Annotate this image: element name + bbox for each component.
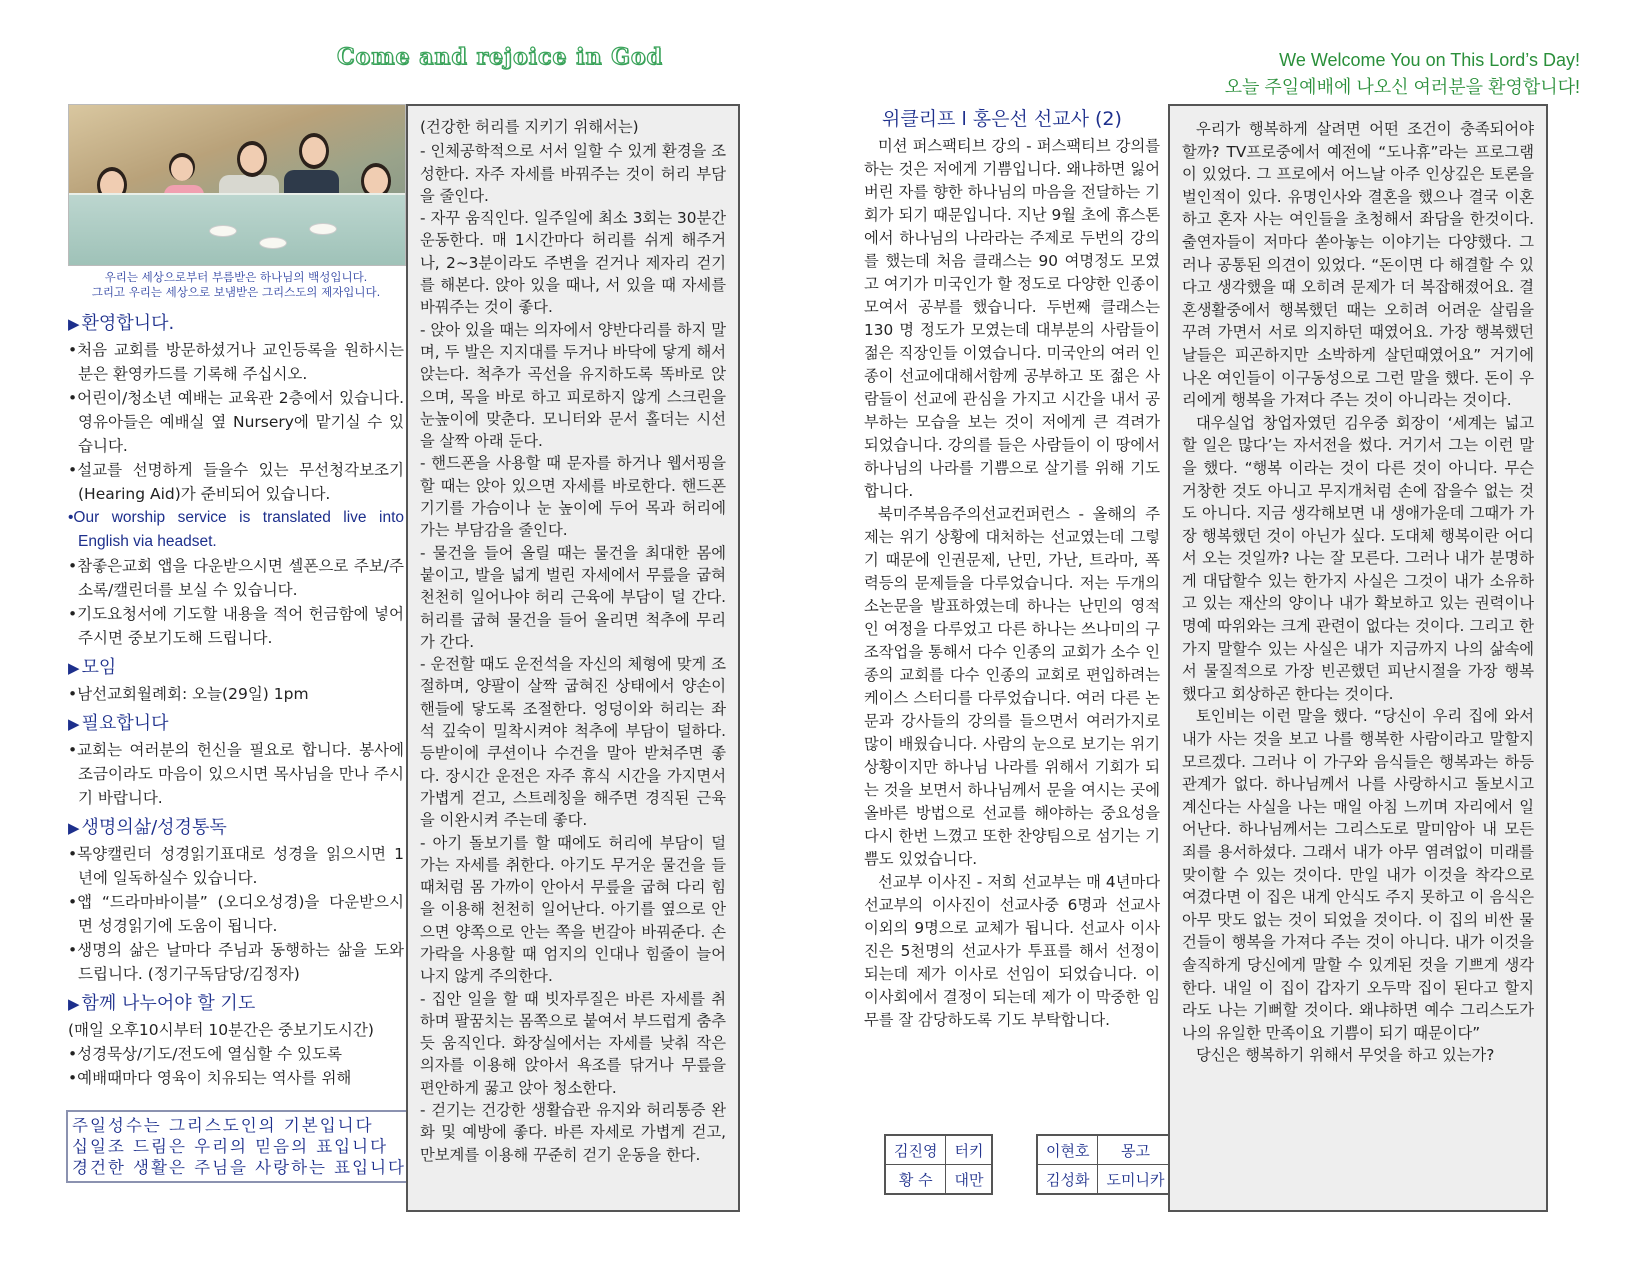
health-paragraph: - 자꾸 움직인다. 일주일에 최소 3회는 30분간 운동한다. 매 1시간마다 허리를 쉬게 해주거나, 2~3분이라도 주변을 걷거나 제자리 걷기를 해본다. 앉아 있을 때나, 서 있을 때 자세를 바꿔주는 것이 좋다.	[420, 209, 726, 317]
list-item: •성경묵상/기도/전도에 열심할 수 있도록	[68, 1045, 342, 1063]
health-paragraph: - 앉아 있을 때는 의자에서 양반다리를 하지 말며, 두 발은 지지대를 두거나 바닥에 닿게 해서 앉는다. 척추가 곡선을 유지하도록 똑바로 앉으며, 목을 바로 하고 피로하지 않게 스크린을 눈높이에 맞춘다. 모니터와 문서 홀더는 시선을 살짝 아래 둔다.	[420, 320, 726, 451]
welcome-banner-korean: 오늘 주일예배에 나오신 여러분을 환영합니다!	[1224, 77, 1580, 97]
missionary-name: 이현호	[1037, 1135, 1098, 1165]
triangle-icon: ▶	[68, 315, 80, 333]
page-title-left: Come and rejoice in God	[337, 44, 663, 70]
triangle-icon: ▶	[68, 715, 80, 733]
section-heading-needed: ▶ 필요합니다	[68, 713, 169, 734]
list-item: •처음 교회를 방문하셨거나 교인등록을 원하시는 분은 환영카드를 기록해 주십시오.	[68, 341, 404, 383]
announcements-column	[68, 306, 404, 1090]
missionary-name: 김진영	[885, 1135, 946, 1165]
health-paragraph: - 물건을 들어 올릴 때는 물건을 최대한 몸에 붙이고, 발을 넓게 벌린 자세에서 무릎을 굽혀 천천히 일어나야 허리 근육에 부담이 덜 간다. 허리를 굽혀 물건을 들어 올리면 척추에 무리가 간다.	[420, 543, 726, 651]
health-paragraph: - 아기 돌보기를 할 때에도 허리에 부담이 덜 가는 자세를 취한다. 아기도 무거운 물건을 들 때처럼 몸 가까이 안아서 무릎을 굽혀 다리 힘을 이용해 천천히 일어난다. 아기를 옆으로 안으면 양쪽으로 안는 쪽을 번갈아 바꿔준다. 손가락을 사용할 때 엄지의 인대나 힘줄이 늘어나지 않게 주의한다.	[420, 833, 726, 986]
table-row	[885, 1165, 992, 1195]
missionary-letter-heading: 위클리프 l 홍은선 선교사 (2)	[882, 108, 1122, 130]
motto-line: 십일조 드림은 우리의 믿음의 표입니다	[72, 1137, 389, 1156]
mission-country: 도미니카	[1098, 1165, 1173, 1195]
triangle-icon: ▶	[68, 995, 80, 1013]
section-heading-welcome: ▶ 환영합니다.	[68, 313, 175, 334]
essay-paragraph: 토인비는 이런 말을 했다. “당신이 우리 집에 와서 내가 사는 것을 보고 나를 행복한 사람이라고 말할지 모르겠다. 그러나 이 가구와 음식들은 행복과는 하등 관계가 없다. 하나님께서 나를 사랑하시고 돌보시고 계신다는 사실을 나는 매일 아침 느끼며 자리에서 일어난다. 하나님께서는 그리스도로 말미암아 내 모든 죄를 용서하셨다. 그래서 내가 아무 염려없이 미래를 맞이할 수 있는 것이다. 만일 내가 이것을 착각으로 여겼다면 이 집은 내게 안식도 주지 못하고 이 음식은 아무 맛도 없는 것이 되었을 것이다. 이 집의 비싼 물건들이 행복을 가져다 주는 것이 아니다. 내가 이것을 솔직하게 당신에게 말할 수 있게된 것을 기쁘게 생각한다. 내일 이 집이 갑자기 오두막 집이 된다고 할지라도 나는 기뻐할 것이다. 왜냐하면 예수 그리스도가 나의 유일한 만족이요 기쁨이 되기 때문이다”	[1182, 707, 1534, 1042]
motto-line: 경건한 생활은 주님을 사랑하는 표입니다	[72, 1158, 406, 1177]
list-item: •기도요청서에 기도할 내용을 적어 헌금함에 넣어 주시면 중보기도해 드립니다.	[68, 605, 404, 647]
section-heading-prayer: ▶ 함께 나누어야 할 기도	[68, 993, 256, 1014]
section-heading-life: ▶ 생명의삶/성경통독	[68, 817, 227, 838]
missionary-letter-column	[864, 104, 1160, 1032]
list-item: •예배때마다 영육이 치유되는 역사를 위해	[68, 1069, 352, 1087]
essay-paragraph: 당신은 행복하기 위해서 무엇을 하고 있는가?	[1196, 1046, 1495, 1065]
missionary-table-right	[1036, 1134, 1174, 1195]
essay-paragraph: 우리가 행복하게 살려면 어떤 조건이 충족되어야 할까? TV프로중에서 예전에 “도나휴”라는 프로그램이 있었다. 그 프로에서 어느날 아주 인상깊은 토론을 벌인적이 있다. 유명인사와 결혼을 했으나 결국 이혼하고 혼자 사는 여인들을 초청해서 좌담을 한것이다. 출연자들이 저마다 쏟아놓는 이야기는 다양했다. 그러나 공통된 의견이 있었다. “돈이면 다 해결할 수 있다고 생각했을 때 오히려 문제가 더 복잡해졌어요. 결혼생활중에서 행복했던 때는 오히려 어려운 살림을 꾸려 가면서 서로 의지하던 때였어요. 가장 행복했던 날들은 피곤하지만 소박하게 살던때였어요” 거기에 나온 여인들이 이구동성으로 그런 말을 했다. 돈이 우리에게 행복을 가져다 주는 것이 아니라는 것이다.	[1182, 120, 1534, 410]
list-item-english: •Our worship service is translated live into English via headset.	[68, 509, 404, 550]
photo-caption-line-2: 그리고 우리는 세상으로 보냄받은 그리스도의 제자입니다.	[91, 285, 381, 299]
list-item: •앱 “드라마바이블” (오디오성경)을 다운받으시면 성경읽기에 도움이 됩니다.	[68, 893, 404, 935]
essay-paragraph: 대우실업 창업자였던 김우중 회장이 ‘세계는 넓고 할 일은 많다’는 자서전을 썼다. 거기서 그는 이런 말을 했다. “행복 이라는 것이 다른 것이 아니다. 무슨 거창한 것도 아니고 무지개처럼 손에 잡을수 없는 것도 아니다. 지금 생각해보면 내 생애가운데 그때가 가장 행복했던 것이 아닌가 싶다. 도대체 행복이란 어디서 오는 것일까? 나는 잘 모른다. 그러나 내가 분명하게 대답할수 있는 한가지 사실은 그것이 내가 소유하고 있는 재산의 양이나 내가 확보하고 있는 권력이나 명예 따위와는 크게 관련이 없다는 것이다. 그리고 한가지 말할수 있는 사실은 내가 지금까지 나의 삶속에서 물질적으로 가장 빈곤했던 피난시절을 가장 행복했다고 회상하곤 한다는 것이다.	[1182, 413, 1534, 703]
list-item: •교회는 여러분의 헌신을 필요로 합니다. 봉사에 조금이라도 마음이 있으시면 목사님을 만나 주시기 바랍니다.	[68, 741, 404, 807]
list-item: •설교를 선명하게 들을수 있는 무선청각보조기(Hearing Aid)가 준비되어 있습니다.	[68, 461, 404, 503]
mission-country: 대만	[946, 1165, 992, 1195]
happiness-essay-box	[1168, 104, 1548, 1212]
mission-country: 몽고	[1098, 1135, 1173, 1165]
table-row	[1037, 1165, 1173, 1195]
health-article-box	[406, 104, 740, 1212]
health-subtitle: (건강한 허리를 지키기 위해서는)	[420, 118, 639, 136]
welcome-banner	[1225, 50, 1580, 99]
missionary-paragraph: 미션 퍼스팩티브 강의 - 퍼스팩티브 강의를하는 것은 저에게 기쁨입니다. 왜냐하면 잃어버린 자를 향한 하나님의 마음을 전달하는 기회가 되기 때문입니다. 지난 9월 초에 휴스톤에서 하나님의 나라라는 주제로 두번의 강의를 했는데 처음 클래스는 90 여명정도 모였고 여기가 미국인가 할 정도로 다양한 인종이 모여서 공부를 했습니다. 두번째 클래스는 130 명 정도가 모였는데 대부분의 사람들이 젊은 직장인들 이였습니다. 미국안의 여러 인종이 선교에대해서함께 공부하고 또 젊은 사람들이 선교에 관심을 가지고 시간을 내서 공부하는 모습을 보는 것이 저에게 큰 격려가 되었습니다. 강의를 들은 사람들이 이 땅에서 하나님의 나라를 기쁨으로 살기를 위해 기도합니다.	[864, 137, 1160, 500]
missionary-name: 김성화	[1037, 1165, 1098, 1195]
photo-caption-line-1: 우리는 세상으로부터 부름받은 하나님의 백성입니다.	[104, 270, 368, 284]
prayer-note: (매일 오후10시부터 10분간은 중보기도시간)	[68, 1021, 374, 1039]
missionary-paragraph: 선교부 이사진 - 저희 선교부는 매 4년마다 선교부의 이사진이 선교사중 6명과 선교사 이외의 9명으로 교체가 됩니다. 선교사 이사진은 5천명의 선교사가 투표를 해서 선정이 되는데 제가 이사로 선임이 되었습니다. 이 이사회에서 결정이 되는데 제가 이 막중한 임무를 잘 감당하도록 기도 부탁합니다.	[864, 873, 1160, 1029]
health-paragraph: - 걷기는 건강한 생활습관 유지와 허리통증 완화 및 예방에 좋다. 바른 자세로 가볍게 걷고, 만보계를 이용해 꾸준히 걷기 운동을 한다.	[420, 1101, 726, 1164]
missionary-paragraph: 북미주복음주의선교컨퍼런스 - 올해의 주제는 위기 상황에 대처하는 선교였는데 그렇기 때문에 인권문제, 난민, 가난, 트라마, 폭력등의 문제들을 다루었습니다. 저는 두개의 소논문을 발표하였는데 하나는 난민의 영적인 여정을 다루었고 다른 하나는 쓰나미의 구조작업을 통해서 다수 인종의 교회가 소수 인종의 교회를 다수 인종의 교회로 편입하려는 케이스 스터디를 다루었습니다. 여러 다른 논문과 강사들의 강의를 들으면서 여러가지로 많이 배웠습니다. 사람의 눈으로 보기는 위기 상황이지만 하나님 나라를 위해서 기회가 되는 것을 보면서 하나님께서 문을 여시는 곳에 올바른 방법으로 선교를 해야하는 중요성을 다시 한번 느꼈고 또한 찬양팀으로 섬기는 기쁨도 있었습니다.	[864, 505, 1160, 868]
photo-caption	[68, 270, 404, 300]
mission-country: 터키	[946, 1135, 992, 1165]
health-paragraph: - 핸드폰을 사용할 때 문자를 하거나 웹서핑을 할 때는 앉아 있으면 자세를 바로한다. 핸드폰 기기를 가슴이나 눈 높이에 두어 목과 허리에 가는 부담감을 줄인다.	[420, 454, 726, 540]
health-paragraph: - 집안 일을 할 때 빗자루질은 바른 자세를 취하며 팔꿈치는 몸쪽으로 붙여서 부드럽게 춤추듯 움직인다. 화장실에서는 자세를 낮춰 작은 의자를 이용해 앉아서 욕조를 닦거나 무릎을 편안하게 꿇고 앉아 청소한다.	[420, 989, 726, 1097]
missionary-name: 황 수	[885, 1165, 946, 1195]
list-item: •참좋은교회 앱을 다운받으시면 셀폰으로 주보/주소록/캘린더를 보실 수 있습니다.	[68, 557, 404, 599]
group-photo	[68, 104, 406, 266]
health-paragraph: - 운전할 때도 운전석을 자신의 체형에 맞게 조절하며, 양팔이 살짝 굽혀진 상태에서 양손이 핸들에 닿도록 조절한다. 엉덩이와 허리는 좌석 깊숙이 밀착시켜야 척추에 부담이 덜하다. 등받이에 쿠션이나 수건을 말아 받쳐주면 좋다. 장시간 운전은 자주 휴식 시간을 가지면서 가볍게 걷고, 스트레칭을 해주면 경직된 근육을 이완시켜 주는데 좋다.	[420, 655, 726, 830]
triangle-icon: ▶	[68, 659, 80, 677]
list-item: •어린이/청소년 예배는 교육관 2층에서 있습니다. 영유아들은 예배실 옆 Nursery에 맡기실 수 있습니다.	[68, 389, 404, 455]
table-row	[1037, 1135, 1173, 1165]
health-paragraph: - 인체공학적으로 서서 일할 수 있게 환경을 조성한다. 자주 자세를 바꿔주는 것이 허리 부담을 줄인다.	[420, 142, 726, 205]
motto-line: 주일성수는 그리스도인의 기본입니다	[72, 1116, 374, 1135]
list-item: •남선교회월례회: 오늘(29일) 1pm	[68, 685, 309, 703]
motto-box	[66, 1110, 414, 1183]
table-row	[885, 1135, 992, 1165]
welcome-banner-english: We Welcome You on This Lord’s Day!	[1279, 50, 1580, 70]
list-item: •생명의 삶은 날마다 주님과 동행하는 삶을 도와드립니다. (정기구독담당/김정자)	[68, 941, 404, 983]
section-heading-meeting: ▶ 모임	[68, 657, 117, 678]
list-item: •목양캘린더 성경읽기표대로 성경을 읽으시면 1년에 일독하실수 있습니다.	[68, 845, 404, 887]
missionary-table-left	[884, 1134, 993, 1195]
triangle-icon: ▶	[68, 819, 80, 837]
